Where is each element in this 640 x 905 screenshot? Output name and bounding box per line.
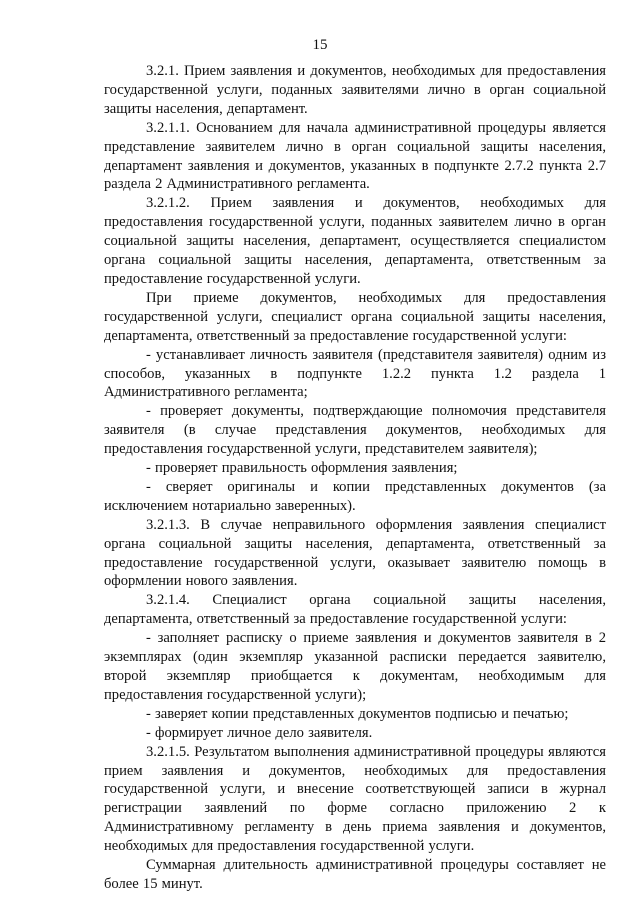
page-number: 15: [312, 37, 328, 53]
list-item-form-check: - проверяет правильность оформления заявления;: [146, 460, 458, 477]
paragraph-3-2-1-4: 3.2.1.4. Специалист органа социальной защиты населения, департамента, ответственный за предоставление государственной услуги:: [104, 592, 606, 628]
paragraph-3-2-1-3: 3.2.1.3. В случае неправильного оформления заявления специалист органа социальной защиты населения, департамента, ответственный за предоставление государственной услуги, оказывает заявителю помощь в оформлении нового заявления.: [104, 516, 606, 590]
list-item-certify: - заверяет копии представленных документов подписью и печатью;: [146, 705, 569, 722]
paragraph-3-2-1-2: 3.2.1.2. Прием заявления и документов, необходимых для предоставления государственной услуги, поданных заявителем лично в орган социальной защиты населения, департамент, осуществляется специалистом органа социальной защиты населения, департамента, ответственным за предоставление государственной услуги.: [104, 195, 606, 287]
list-item-receipt: - заполняет расписку о приеме заявления и документов заявителя в 2 экземплярах (один экземпляр указанной расписки передается заявителю, второй экземпляр приобщается к документам, необходимым для предоставления государственной услуги);: [104, 630, 606, 703]
list-item-identity: - устанавливает личность заявителя (представителя заявителя) одним из способов, указанных в подпункте 1.2.2 пункта 1.2 раздела 1 Административного регламента;: [104, 346, 606, 401]
document-body: [104, 62, 606, 894]
list-item-personal-file: - формирует личное дело заявителя.: [146, 724, 373, 741]
paragraph-3-2-1: 3.2.1. Прием заявления и документов, необходимых для предоставления государственной услуги, поданных заявителями лично в орган социальной защиты населения, департамент.: [104, 63, 606, 117]
paragraph-intake-intro: При приеме документов, необходимых для предоставления государственной услуги, специалист органа социальной защиты населения, департамента, ответственный за предоставление государственной услуги:: [104, 289, 606, 344]
list-item-authority: - проверяет документы, подтверждающие полномочия представителя заявителя (в случае представления документов, необходимых для предоставления государственной услуги, представителем заявителя);: [104, 403, 606, 458]
list-item-originals: - сверяет оригиналы и копии представленных документов (за исключением нотариально заверенных).: [104, 478, 606, 514]
paragraph-3-2-1-1: 3.2.1.1. Основанием для начала административной процедуры является представление заявителем лично в орган социальной защиты населения, департамент заявления и документов, указанных в подпункте 2.7.2 пункта 2.7 раздела 2 Административного регламента.: [104, 119, 606, 193]
paragraph-3-2-1-5: 3.2.1.5. Результатом выполнения административной процедуры являются прием заявления и документов, необходимых для предоставления государственной услуги, и внесение соответствующей записи в журнал регистрации заявлений по форме согласно приложению 2 к Административному регламенту в день приема заявления и документов, необходимых для предоставления государственной услуги.: [104, 743, 606, 855]
paragraph-duration: Суммарная длительность административной процедуры составляет не более 15 минут.: [104, 857, 606, 892]
